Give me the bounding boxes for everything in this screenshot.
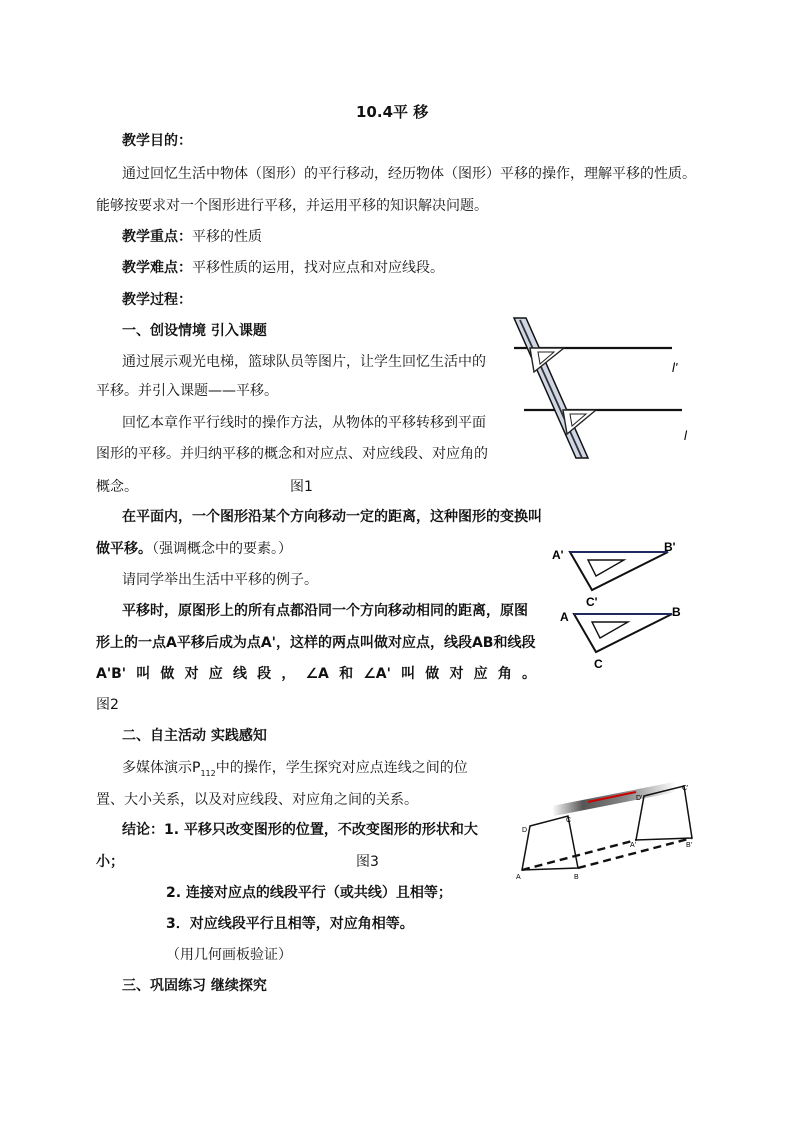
label-D: D (522, 827, 528, 834)
difficulty (122, 258, 444, 278)
label-A1: A' (630, 842, 637, 849)
section2-p1-line2: 置、大小关系，以及对应线段、对应角之间的关系。 (96, 792, 418, 808)
property-line3: A'B'叫做对应线段，∠A和∠A'叫做对应角。 (96, 666, 536, 682)
conclusion-1-line2: 小； (96, 854, 124, 870)
figure-3-caption: 图3 (356, 854, 379, 870)
label-C1: C' (682, 785, 689, 792)
definition-bold: 做平移。 (96, 541, 152, 557)
definition-line2 (96, 539, 292, 559)
label-B: B (574, 874, 579, 881)
key-point-text: 平移的性质 (192, 229, 262, 245)
label-l: l (684, 428, 687, 443)
label-B1: B' (686, 842, 693, 849)
section1-p1-line1: 通过展示观光电梯，篮球队员等图片，让学生回忆生活中的 (122, 354, 486, 370)
triangle-original (574, 614, 672, 652)
difficulty-label: 教学难点： (122, 260, 192, 276)
label-A1: A' (552, 548, 564, 562)
ruler-bar (552, 782, 676, 816)
goal-heading: 教学目的： (122, 133, 192, 149)
section1-p2-line1: 回忆本章作平行线时的操作方法，从物体的平移转移到平面 (122, 415, 486, 431)
dashed-AA1 (522, 840, 636, 870)
conclusion-1 (122, 820, 478, 840)
key-point (122, 227, 262, 247)
label-D1: D' (636, 795, 643, 802)
section3-heading: 三、巩固练习 继续探究 (122, 978, 267, 994)
label-C: C (566, 817, 572, 824)
section1-p2-line2: 图形的平移。并归纳平移的概念和对应点、对应线段、对应角的 (96, 446, 488, 462)
property-line2: 形上的一点A平移后成为点A'，这样的两点叫做对应点，线段AB和线段 (96, 635, 536, 651)
label-B: B (672, 605, 681, 619)
triangle-translated (570, 552, 668, 590)
label-A: A (516, 874, 521, 881)
ruler-edge (520, 320, 582, 458)
verify-note: （用几何画板验证） (166, 947, 292, 963)
label-A: A (560, 610, 569, 624)
figure-3 (512, 772, 702, 882)
key-point-label: 教学重点： (122, 229, 192, 245)
label-C1: C' (586, 595, 598, 609)
section2-p1-after: 中的操作，学生探究对应点连线之间的位 (215, 760, 468, 776)
conclusion-3: 3．对应线段平行且相等，对应角相等。 (166, 916, 414, 932)
section1-p1-line2: 平移。并引入课题——平移。 (96, 383, 278, 399)
difficulty-text: 平移性质的运用，找对应点和对应线段。 (192, 260, 444, 276)
section2-p1-line1 (122, 758, 468, 784)
conclusion-label: 结论： (122, 822, 164, 838)
section2-heading: 二、自主活动 实践感知 (122, 728, 267, 744)
conclusion-1-text: 1. 平移只改变图形的位置，不改变图形的形状和大 (164, 822, 478, 838)
figure-2-caption: 图2 (96, 697, 119, 713)
label-l-prime: l' (672, 360, 678, 375)
goal-line-1: 通过回忆生活中物体（图形）的平行移动，经历物体（图形）平移的操作，理解平移的性质。 (122, 166, 696, 182)
page-number-subscript: 112 (200, 768, 216, 778)
process-heading: 教学过程： (122, 292, 192, 308)
property-line1: 平移时，原图形上的所有点都沿同一个方向移动相同的距离，原图 (122, 603, 528, 619)
label-C: C (594, 657, 603, 671)
conclusion-2: 2. 连接对应点的线段平行（或共线）且相等； (166, 885, 452, 901)
page-title: 10.4平 移 (356, 103, 429, 121)
examples-ask: 请同学举出生活中平移的例子。 (122, 572, 318, 588)
figure-1 (500, 312, 700, 468)
label-B1: B' (664, 540, 676, 554)
figure-1-caption: 图1 (290, 479, 313, 495)
figure-2 (548, 538, 698, 672)
definition-line1: 在平面内，一个图形沿某个方向移动一定的距离，这种图形的变换叫 (122, 509, 542, 525)
definition-note: （强调概念中的要素。） (152, 541, 292, 557)
section1-p2-line3: 概念。 (96, 479, 138, 495)
goal-line-2: 能够按要求对一个图形进行平移，并运用平移的知识解决问题。 (96, 198, 488, 214)
section2-p1-before: 多媒体演示P (122, 760, 201, 776)
section1-heading: 一、创设情境 引入课题 (122, 323, 267, 339)
